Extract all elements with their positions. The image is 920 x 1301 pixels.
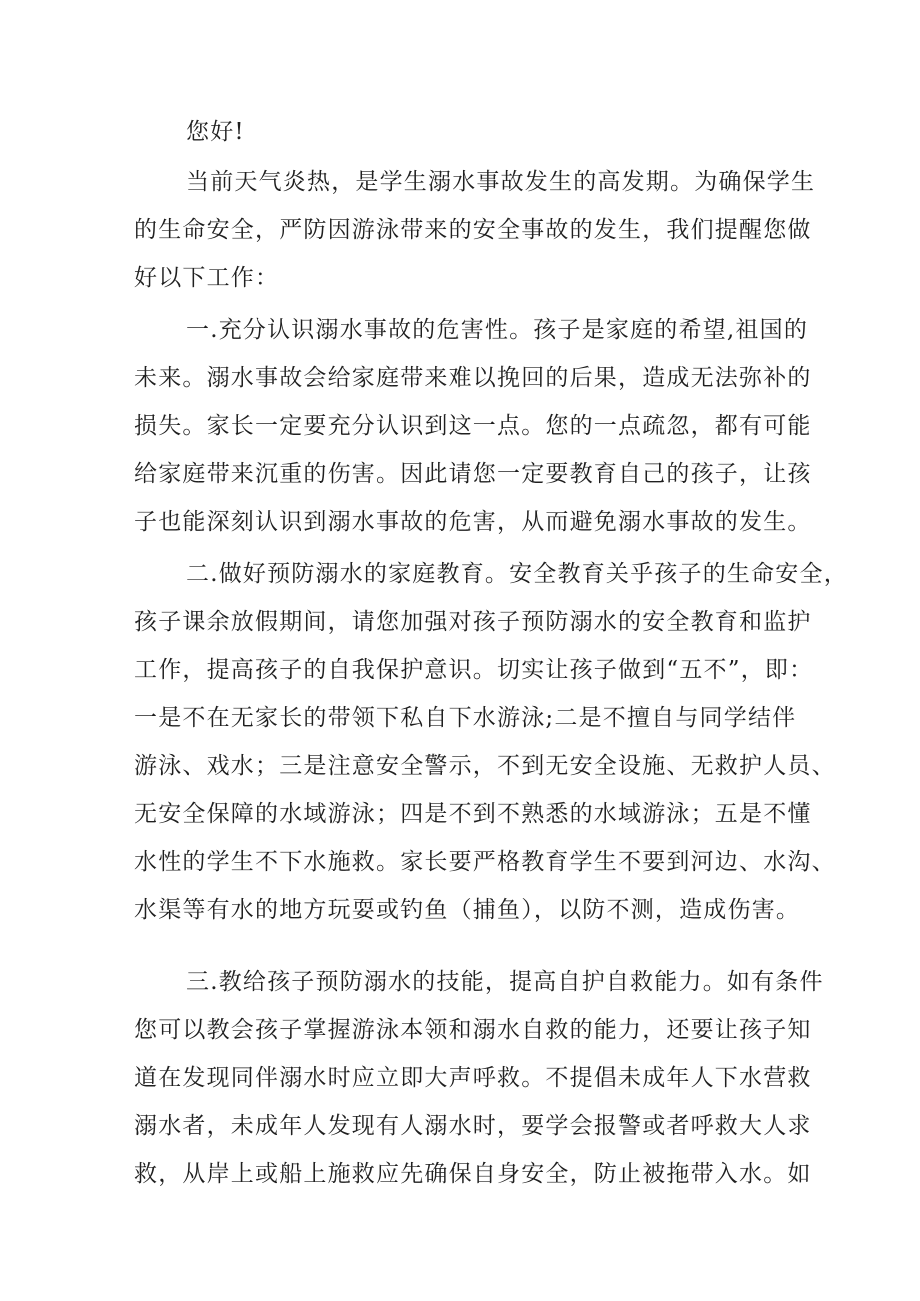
paragraph-line: 游泳、戏水；三是注意安全警示，不到无安全设施、无救护人员、	[134, 753, 836, 779]
greeting: 您好!	[186, 119, 245, 145]
paragraph-line: 一.充分认识溺水事故的危害性。孩子是家庭的希望,祖国的	[186, 317, 809, 343]
paragraph-line: 三.教给孩子预防溺水的技能，提高自护自救能力。如有条件	[186, 969, 824, 995]
paragraph-line: 工作，提高孩子的自我保护意识。切实让孩子做到“五不”，即：	[134, 657, 814, 683]
paragraph-line: 的生命安全，严防因游泳带来的安全事故的发生，我们提醒您做	[134, 217, 812, 243]
paragraph-line: 您可以教会孩子掌握游泳本领和溺水自救的能力，还要让孩子知	[134, 1017, 812, 1043]
paragraph-line: 二.做好预防溺水的家庭教育。安全教育关乎孩子的生命安全，	[186, 561, 848, 587]
paragraph-line: 给家庭带来沉重的伤害。因此请您一定要教育自己的孩子，让孩	[134, 461, 812, 487]
paragraph-line: 子也能深刻认识到溺水事故的危害，从而避免溺水事故的发生。	[134, 509, 812, 535]
paragraph-line: 当前天气炎热，是学生溺水事故发生的高发期。为确保学生	[186, 169, 816, 195]
paragraph-line: 救，从岸上或船上施救应先确保自身安全，防止被拖带入水。如	[134, 1161, 812, 1187]
paragraph-line: 未来。溺水事故会给家庭带来难以挽回的后果，造成无法弥补的	[134, 365, 812, 391]
paragraph-line: 孩子课余放假期间，请您加强对孩子预防溺水的安全教育和监护	[134, 609, 812, 635]
paragraph-line: 无安全保障的水域游泳；四是不到不熟悉的水域游泳；五是不懂	[134, 801, 812, 827]
paragraph-line: 损失。家长一定要充分认识到这一点。您的一点疏忽，都有可能	[134, 413, 812, 439]
paragraph-line: 一是不在无家长的带领下私自下水游泳;二是不擅自与同学结伴	[134, 705, 797, 731]
paragraph-line: 道在发现同伴溺水时应立即大声呼救。不提倡未成年人下水营救	[134, 1065, 812, 1091]
paragraph-line: 水渠等有水的地方玩耍或钓鱼（捕鱼），以防不测，造成伤害。	[134, 897, 801, 923]
paragraph-line: 溺水者，未成年人发现有人溺水时，要学会报警或者呼救大人求	[134, 1113, 812, 1139]
paragraph-line: 好以下工作：	[134, 265, 280, 291]
paragraph-line: 水性的学生不下水施救。家长要严格教育学生不要到河边、水沟、	[134, 849, 836, 875]
